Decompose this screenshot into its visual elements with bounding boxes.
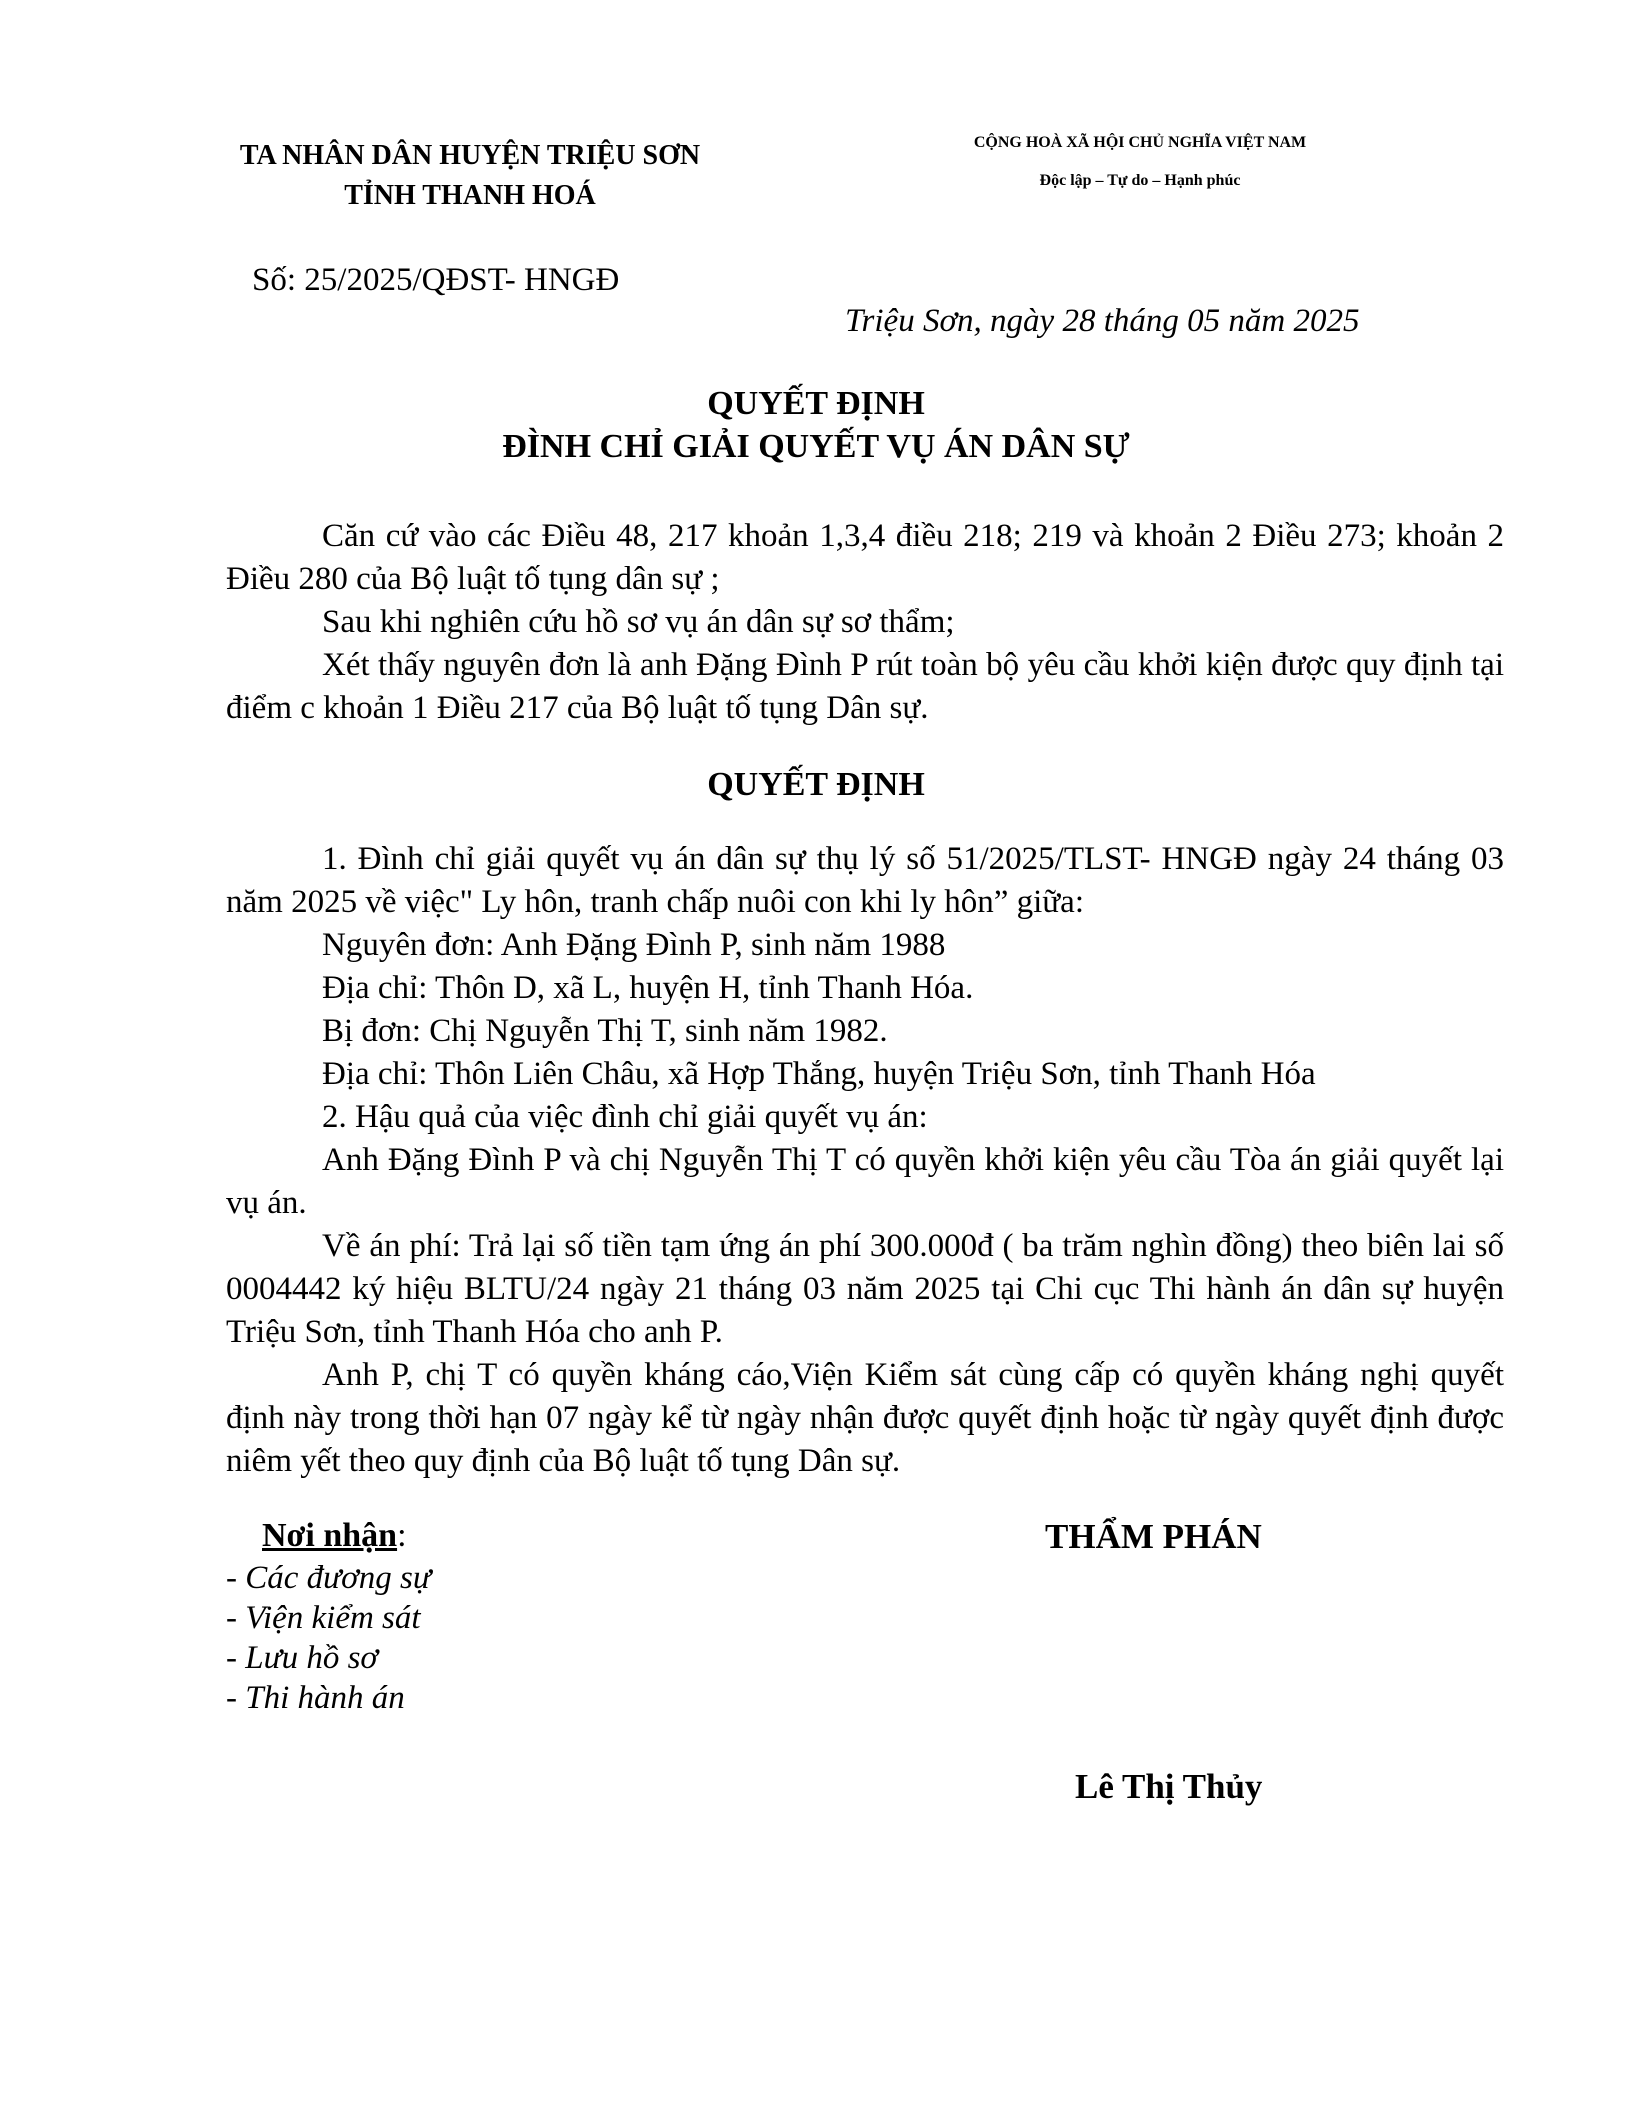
plaintiff-address: Địa chỉ: Thôn D, xã L, huyện H, tỉnh Thanh Hóa.	[322, 970, 974, 1006]
judge-name: Lê Thị Thủy	[1075, 1767, 1263, 1806]
research-paragraph: Sau khi nghiên cứu hồ sơ vụ án dân sự sơ thẩm;	[322, 604, 955, 640]
place-date: Triệu Sơn, ngày 28 tháng 05 năm 2025	[845, 303, 1360, 339]
court-fee-paragraph: Về án phí: Trả lại số tiền tạm ứng án phí 300.000đ ( ba trăm nghìn đồng) theo biên lai số 0004442 ký hiệu BLTU/24 ngày 21 tháng 03 năm 2025 tại Chi cục Thi hành án dân sự huyện Triệu Sơn, tỉnh Thanh Hóa cho anh P.	[226, 1228, 1504, 1350]
appeal-paragraph: Anh P, chị T có quyền kháng cáo,Viện Kiểm sát cùng cấp có quyền kháng nghị quyết định này trong thời hạn 07 ngày kể từ ngày nhận được quyết định hoặc từ ngày quyết định được niêm yết theo quy định của Bộ luật tố tụng Dân sự.	[226, 1357, 1504, 1479]
defendant-line: Bị đơn: Chị Nguyễn Thị T, sinh năm 1982.	[322, 1013, 888, 1049]
decision-item-2: 2. Hậu quả của việc đình chỉ giải quyết vụ án:	[322, 1099, 928, 1135]
document-subtitle: ĐÌNH CHỈ GIẢI QUYẾT VỤ ÁN DÂN SỰ	[502, 428, 1130, 465]
consideration-paragraph: Xét thấy nguyên đơn là anh Đặng Đình P rút toàn bộ yêu cầu khởi kiện được quy định tại điểm c khoản 1 Điều 217 của Bộ luật tố tụng Dân sự.	[226, 647, 1504, 726]
court-name-line2: TỈNH THANH HOÁ	[344, 180, 596, 211]
document-number: Số: 25/2025/QĐST- HNGĐ	[252, 262, 620, 298]
document-title: QUYẾT ĐỊNH	[707, 385, 925, 422]
court-name-line1: TA NHÂN DÂN HUYỆN TRIỆU SƠN	[239, 140, 701, 171]
preamble	[226, 515, 1504, 730]
recipient-item: - Thi hành án	[226, 1680, 405, 1716]
defendant-address: Địa chỉ: Thôn Liên Châu, xã Hợp Thắng, huyện Triệu Sơn, tỉnh Thanh Hóa	[322, 1056, 1316, 1092]
decision-heading: QUYẾT ĐỊNH	[707, 766, 925, 803]
legal-basis-paragraph: Căn cứ vào các Điều 48, 217 khoản 1,3,4 điều 218; 219 và khoản 2 Điều 273; khoản 2 Điều 280 của Bộ luật tố tụng dân sự ;	[226, 518, 1504, 597]
national-motto: Độc lập – Tự do – Hạnh phúc	[1039, 172, 1241, 189]
national-title: CỘNG HOÀ XÃ HỘI CHỦ NGHĨA VIỆT NAM	[973, 134, 1307, 151]
consequence-paragraph: Anh Đặng Đình P và chị Nguyễn Thị T có quyền khởi kiện yêu cầu Tòa án giải quyết lại vụ án.	[226, 1142, 1504, 1221]
plaintiff-line: Nguyên đơn: Anh Đặng Đình P, sinh năm 1988	[322, 927, 946, 963]
recipients-title-colon: :	[397, 1517, 407, 1554]
decision-item-1: 1. Đình chỉ giải quyết vụ án dân sự thụ lý số 51/2025/TLST- HNGĐ ngày 24 tháng 03 năm 2025 về việc" Ly hôn, tranh chấp nuôi con khi ly hôn” giữa:	[226, 841, 1504, 920]
decision-body	[226, 838, 1504, 1483]
recipients-title	[262, 1517, 407, 1555]
judge-title: THẨM PHÁN	[1045, 1517, 1262, 1556]
recipient-item: - Viện kiểm sát	[226, 1600, 421, 1636]
recipient-item: - Lưu hồ sơ	[226, 1640, 379, 1676]
recipients-title-text: Nơi nhận	[262, 1517, 398, 1554]
recipient-item: - Các đương sự	[226, 1560, 431, 1596]
